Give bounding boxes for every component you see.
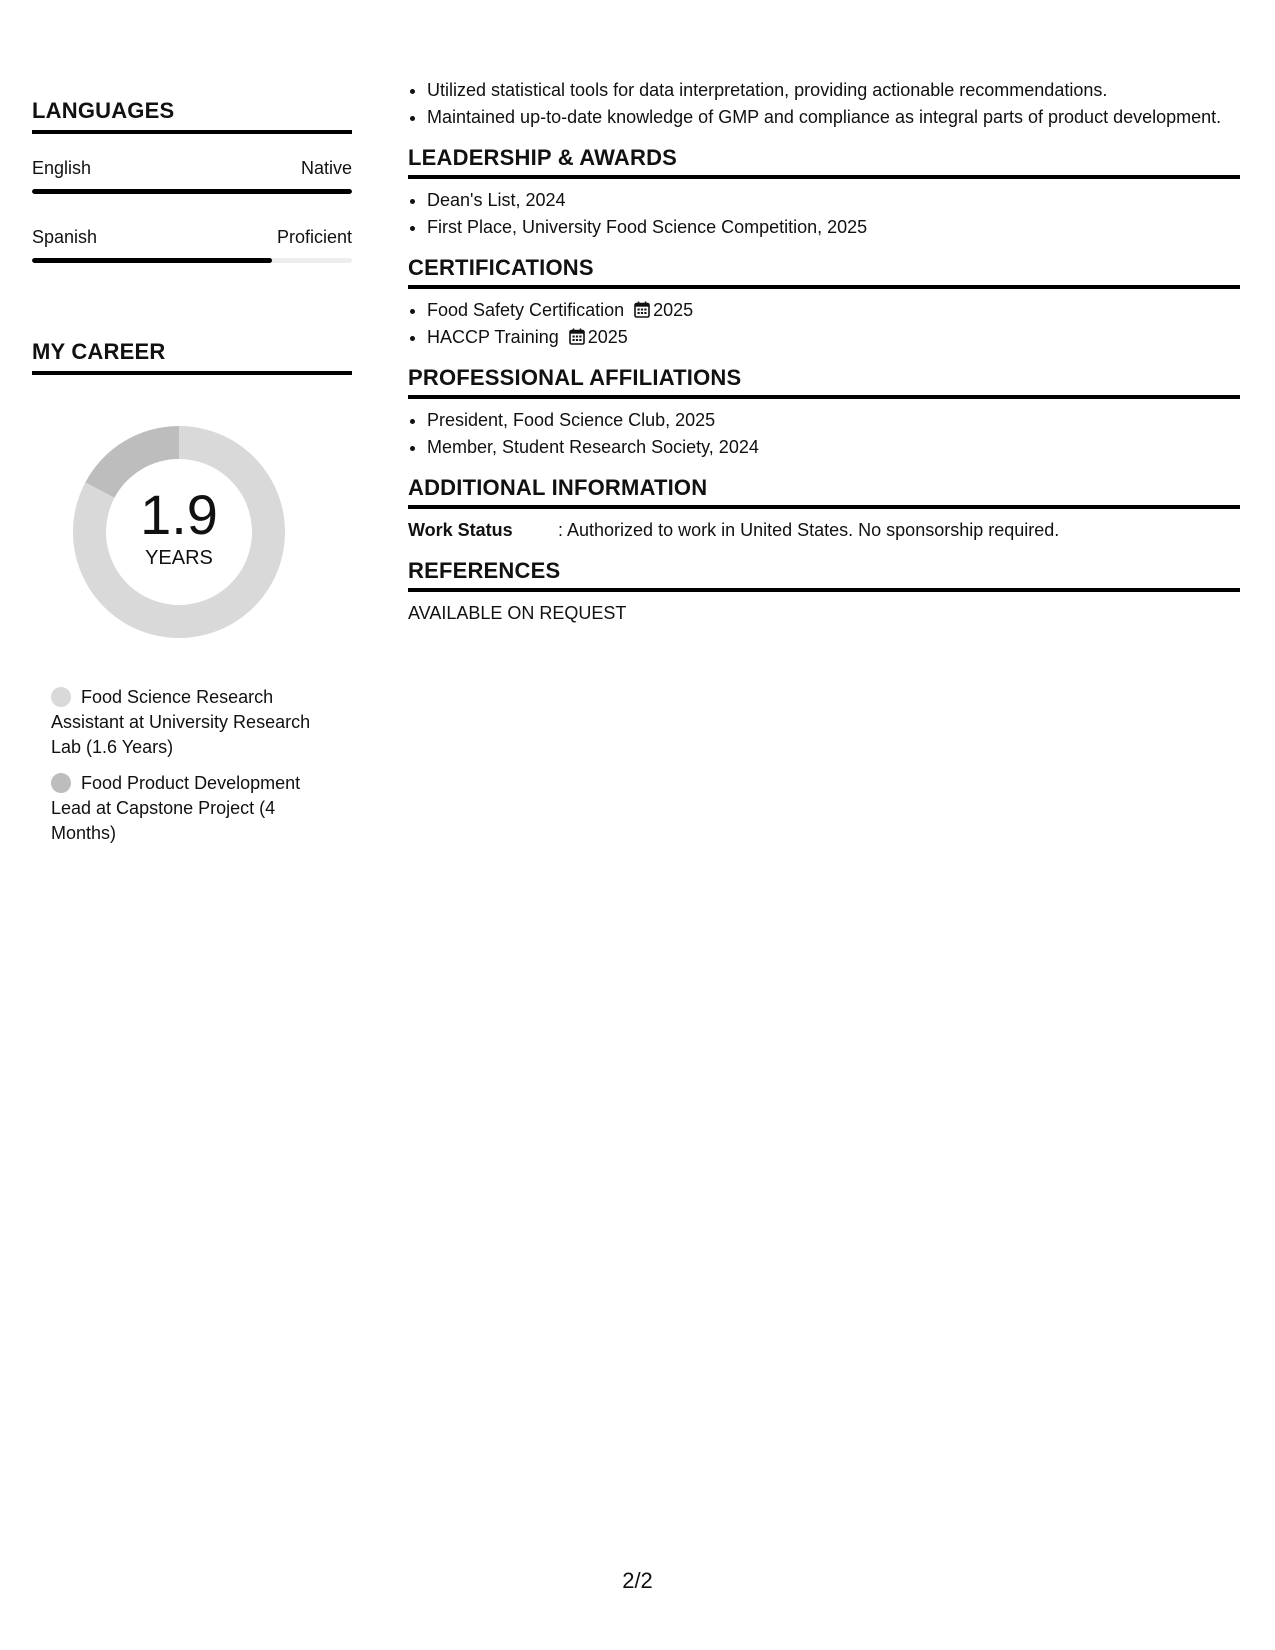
career-legend-label: Food Product Development Lead at Capstone Project (4 Months): [51, 773, 301, 843]
work-status-value: : Authorized to work in United States. No sponsorship required.: [558, 520, 1060, 540]
language-proficiency-fill: [32, 189, 352, 194]
language-proficiency-bar: [32, 189, 352, 194]
languages-title: LANGUAGES: [32, 98, 352, 134]
leadership-title: LEADERSHIP & AWARDS: [408, 145, 1240, 179]
career-legend-item: [51, 685, 331, 760]
right-column: [408, 78, 1240, 625]
additional-section: [408, 475, 1240, 542]
certification-name: HACCP Training: [427, 327, 559, 347]
language-item-english: [32, 156, 352, 194]
leadership-section: [408, 145, 1240, 239]
legend-dot: [51, 687, 71, 707]
career-total-value: 1.9: [140, 483, 218, 546]
affiliations-section: [408, 365, 1240, 459]
certification-name: Food Safety Certification: [427, 300, 625, 320]
affiliations-title: PROFESSIONAL AFFILIATIONS: [408, 365, 1240, 399]
certification-year: 2025: [587, 327, 628, 347]
references-title: REFERENCES: [408, 558, 1240, 592]
work-status-label: Work Status: [408, 520, 513, 540]
calendar-icon: [569, 328, 585, 345]
work-status-row: [408, 518, 1240, 542]
experience-bullets: [408, 78, 1240, 129]
certification-item: [427, 325, 1240, 349]
career-title: MY CAREER: [32, 339, 352, 375]
legend-dot: [51, 773, 71, 793]
references-text: AVAILABLE ON REQUEST: [408, 603, 627, 623]
references-section: [408, 558, 1240, 625]
career-legend-item: [51, 771, 331, 846]
affiliation-item: • President, Food Science Club, 2025: [427, 408, 1240, 432]
language-name: Spanish: [32, 227, 98, 247]
language-level: Proficient: [276, 227, 352, 247]
certifications-title: CERTIFICATIONS: [408, 255, 1240, 289]
career-total-unit: YEARS: [145, 547, 213, 569]
affiliation-item: • Member, Student Research Society, 2024: [427, 435, 1240, 459]
leadership-item: • First Place, University Food Science Competition, 2025: [427, 215, 1240, 239]
career-legend-label: Food Science Research Assistant at University Research Lab (1.6 Years): [51, 687, 311, 757]
left-column: [32, 98, 352, 857]
language-name: English: [32, 158, 92, 178]
language-proficiency-bar: [32, 258, 352, 263]
certification-item: [427, 298, 1240, 322]
additional-title: ADDITIONAL INFORMATION: [408, 475, 1240, 509]
page-number: 2/2: [622, 1568, 653, 1593]
language-proficiency-fill: [32, 258, 272, 263]
experience-bullet: • Utilized statistical tools for data interpretation, providing actionable recommendations.: [427, 78, 1240, 102]
career-legend: [51, 685, 331, 846]
language-item-spanish: [32, 225, 352, 263]
language-level: Native: [300, 158, 352, 178]
calendar-icon: [634, 301, 650, 318]
experience-bullet: • Maintained up-to-date knowledge of GMP and compliance as integral parts of product development.: [427, 105, 1240, 129]
career-donut-chart: [64, 417, 294, 647]
certifications-section: [408, 255, 1240, 349]
certification-year: 2025: [653, 300, 694, 320]
leadership-item: • Dean's List, 2024: [427, 188, 1240, 212]
